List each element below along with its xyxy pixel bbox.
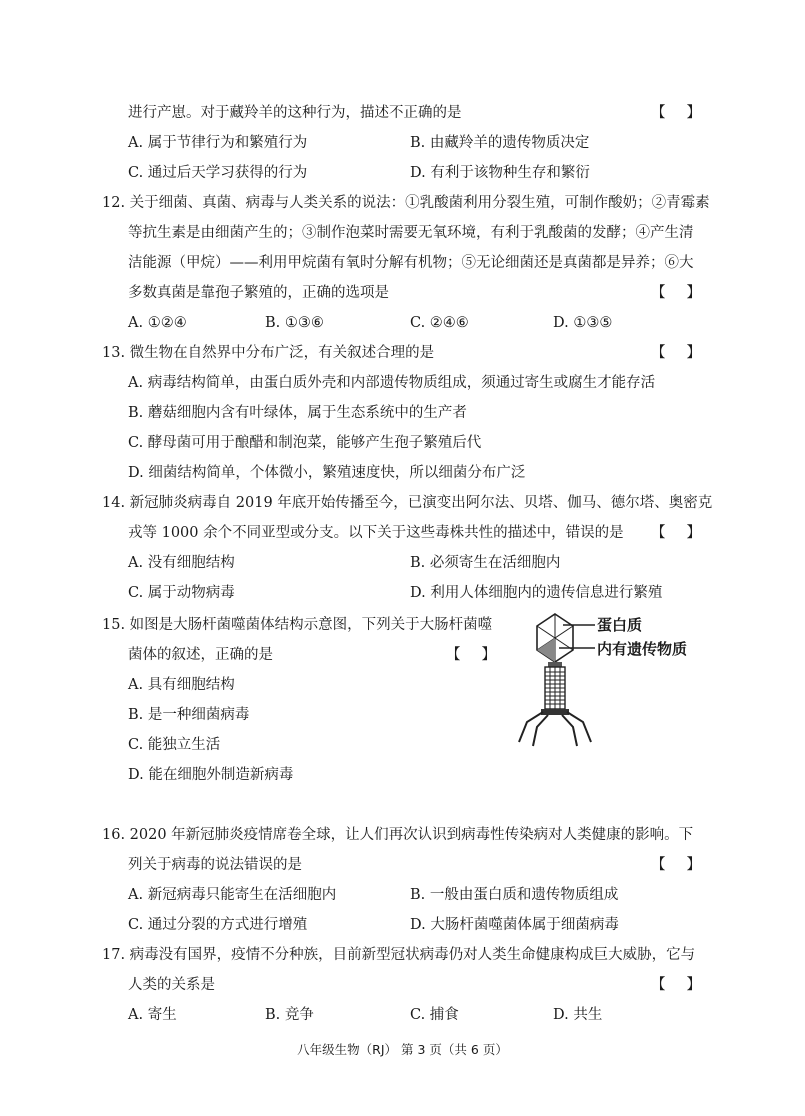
- option-a: A. 没有细胞结构: [128, 555, 235, 571]
- q12-stem-line: 等抗生素是由细菌产生的；③制作泡菜时需要无氧环境，有利于乳酸菌的发酵；④产生清: [128, 225, 694, 241]
- answer-bracket: 【 】: [651, 345, 701, 361]
- option-a: A. 新冠病毒只能寄生在活细胞内: [128, 887, 337, 903]
- q15-stem-line: 菌体的叙述，正确的是: [128, 647, 273, 663]
- q15-stem-line: 15. 如图是大肠杆菌噬菌体结构示意图，下列关于大肠杆菌噬: [102, 617, 493, 633]
- option-d: D. ①③⑤: [553, 315, 613, 331]
- option-b: B. 一般由蛋白质和遗传物质组成: [410, 887, 619, 903]
- q12-stem-line: 12. 关于细菌、真菌、病毒与人类关系的说法：①乳酸菌利用分裂生殖，可制作酸奶；②青霉素: [102, 195, 710, 211]
- option-c: C. 通过分裂的方式进行增殖: [128, 917, 308, 933]
- option-a: A. 具有细胞结构: [128, 677, 235, 693]
- protein-label: 蛋白质: [597, 616, 643, 634]
- option-d: D. 共生: [553, 1007, 603, 1023]
- option-c: C. 通过后天学习获得的行为: [128, 165, 308, 181]
- option-a: A. ①②④: [128, 315, 187, 331]
- option-c: C. 能独立生活: [128, 737, 221, 753]
- q12-stem-line: 多数真菌是靠孢子繁殖的，正确的选项是: [128, 285, 389, 301]
- option-a: A. 寄生: [128, 1007, 177, 1023]
- q14-stem-line: 戎等 1000 余个不同亚型或分支。以下关于这些毒株共性的描述中，错误的是: [128, 525, 624, 541]
- option-d: D. 能在细胞外制造新病毒: [128, 767, 294, 783]
- answer-bracket: 【 】: [446, 647, 496, 663]
- answer-bracket: 【 】: [651, 977, 701, 993]
- q16-stem-line: 列关于病毒的说法错误的是: [128, 857, 302, 873]
- answer-bracket: 【 】: [651, 525, 701, 541]
- q16-stem-line: 16. 2020 年新冠肺炎疫情席卷全球，让人们再次认识到病毒性传染病对人类健康的影响。下: [102, 827, 694, 843]
- answer-bracket: 【 】: [651, 285, 701, 301]
- answer-bracket: 【 】: [651, 857, 701, 873]
- option-a: A. 病毒结构简单，由蛋白质外壳和内部遗传物质组成，须通过寄生或腐生才能存活: [128, 375, 656, 391]
- option-b: B. 由藏羚羊的遗传物质决定: [410, 135, 590, 151]
- option-d: D. 大肠杆菌噬菌体属于细菌病毒: [410, 917, 619, 933]
- option-d: D. 利用人体细胞内的遗传信息进行繁殖: [410, 585, 663, 601]
- option-b: B. 必须寄生在活细胞内: [410, 555, 561, 571]
- option-c: C. 属于动物病毒: [128, 585, 235, 601]
- q14-stem-line: 14. 新冠肺炎病毒自 2019 年底开始传播至今，已演变出阿尔法、贝塔、伽马、德尔塔、奥密克: [102, 495, 713, 511]
- option-d: D. 细菌结构简单，个体微小，繁殖速度快，所以细菌分布广泛: [128, 465, 526, 481]
- option-a: A. 属于节律行为和繁殖行为: [128, 135, 308, 151]
- q11-stem-end: 进行产崽。对于藏羚羊的这种行为，描述不正确的是: [128, 105, 462, 121]
- option-c: C. 酵母菌可用于酿醋和制泡菜，能够产生孢子繁殖后代: [128, 435, 482, 451]
- option-c: C. ②④⑥: [410, 315, 469, 331]
- genetic-material-label: 内有遗传物质: [597, 640, 688, 658]
- option-b: B. 是一种细菌病毒: [128, 707, 250, 723]
- option-b: B. 蘑菇细胞内含有叶绿体，属于生态系统中的生产者: [128, 405, 467, 421]
- q12-stem-line: 洁能源（甲烷）——利用甲烷菌有氧时分解有机物；⑤无论细菌还是真菌都是异养；⑥大: [128, 255, 694, 271]
- bacteriophage-figure: [515, 612, 715, 752]
- answer-bracket: 【 】: [651, 105, 701, 121]
- page-footer: 八年级生物（RJ） 第 3 页（共 6 页）: [297, 1042, 508, 1057]
- q17-stem-line: 人类的关系是: [128, 977, 215, 993]
- option-b: B. 竞争: [265, 1007, 314, 1023]
- option-b: B. ①③⑥: [265, 315, 324, 331]
- option-d: D. 有利于该物种生存和繁衍: [410, 165, 590, 181]
- q13-stem-line: 13. 微生物在自然界中分布广泛，有关叙述合理的是: [102, 345, 435, 361]
- q17-stem-line: 17. 病毒没有国界，疫情不分种族，目前新型冠状病毒仍对人类生命健康构成巨大威胁，它与: [102, 947, 696, 963]
- option-c: C. 捕食: [410, 1007, 459, 1023]
